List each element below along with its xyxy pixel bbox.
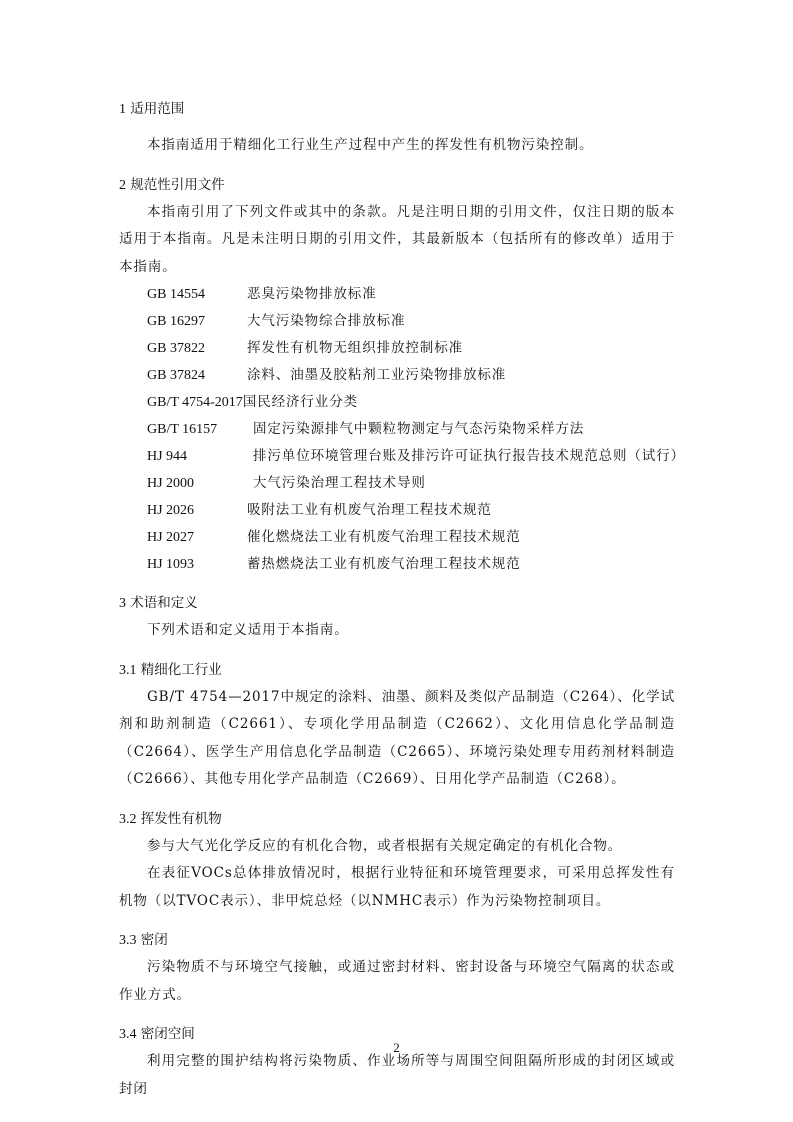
section-1-heading [119,96,675,123]
section-number: 3 [119,596,126,611]
reference-code: HJ 2026 [147,503,195,518]
section-number: 3.4 [119,1027,137,1042]
reference-code: HJ 1093 [147,557,195,572]
page-number: 2 [393,1040,400,1055]
reference-title: 涂料、油墨及胶粘剂工业污染物排放标准 [247,367,507,383]
reference-code: GB 16297 [147,314,205,329]
reference-title: 大气污染治理工程技术导则 [253,475,426,491]
reference-code: GB/T 4754-2017 [147,395,243,410]
section-2-paragraph: 本指南引用了下列文件或其中的条款。凡是注明日期的引用文件，仅注日期的版本适用于本指南。凡是未注明日期的引用文件，其最新版本（包括所有的修改单）适用于本指南。 [119,203,675,275]
section-3-paragraph: 下列术语和定义适用于本指南。 [147,622,349,638]
section-3-2-paragraph-1: 参与大气光化学反应的有机化合物，或者根据有关规定确定的有机化合物。 [147,837,623,854]
section-1-paragraph: 本指南适用于精细化工行业生产过程中产生的挥发性有机物污染控制。 [147,137,594,153]
reference-item [119,281,675,308]
reference-title: 蓄热燃烧法工业有机废气治理工程技术规范 [247,556,521,572]
reference-item [119,416,675,443]
reference-title: 挥发性有机物无组织排放控制标准 [247,340,463,356]
document-body [119,96,685,1103]
section-3-heading [119,590,675,617]
reference-item [119,335,675,362]
section-3-3-heading [119,927,675,954]
section-number: 1 [119,102,126,117]
section-number: 3.2 [119,811,137,827]
reference-title: 大气污染物综合排放标准 [247,313,406,329]
reference-item [119,470,675,497]
section-title: 密闭 [140,932,168,948]
section-number: 2 [119,177,126,193]
section-title: 密闭空间 [140,1026,195,1042]
section-number: 3.1 [119,662,137,678]
section-title: 术语和定义 [130,595,198,611]
section-title: 规范性引用文件 [130,176,225,193]
reference-title: 恶臭污染物排放标准 [247,286,377,302]
section-3-1-paragraph: GB/T 4754—2017中规定的涂料、油墨、颜料及类似产品制造（C264）、化学试剂和助剂制造（C2661）、专项化学用品制造（C2662）、文化用信息化学品制造（C2664）、医学生产用信息化学品制造（C2665）、环境污染处理专用药剂材料制造（C2666）、其他专用化学产品制造（C2669）、日用化学产品制造（C268）。 [119,688,675,787]
reference-item [119,524,675,551]
section-3-3-paragraph: 污染物质不与环境空气接触，或通过密封材料、密封设备与环境空气隔离的状态或作业方式。 [119,959,675,1003]
reference-code: GB/T 16157 [147,422,218,437]
reference-title: 国民经济行业分类 [242,394,359,410]
reference-item [119,389,675,416]
reference-title: 催化燃烧法工业有机废气治理工程技术规范 [247,529,521,545]
section-number: 3.3 [119,933,137,948]
reference-item [119,362,675,389]
reference-item [119,551,675,578]
reference-code: HJ 2027 [147,530,195,545]
section-title: 适用范围 [130,101,185,117]
reference-title: 吸附法工业有机废气治理工程技术规范 [247,502,492,518]
reference-item [119,308,675,335]
section-3-4-paragraph: 利用完整的围护结构将污染物质、作业场所等与周围空间阻隔所形成的封闭区域或封闭 [119,1053,675,1097]
reference-code: HJ 2000 [147,476,195,491]
reference-item [119,497,675,524]
reference-item [119,443,685,470]
reference-code: GB 37822 [147,341,205,356]
section-title: 精细化工行业 [140,661,222,678]
reference-title: 固定污染源排气中颗粒物测定与气态污染物采样方法 [253,421,585,437]
reference-code: HJ 944 [147,449,188,464]
reference-code: GB 37824 [147,368,205,383]
reference-code: GB 14554 [147,287,205,302]
section-3-1-heading [119,657,675,684]
section-2-heading [119,172,675,199]
section-3-2-paragraph-2: 在表征VOCs总体排放情况时，根据行业特征和环境管理要求，可采用总挥发性有机物（以TVOC表示）、非甲烷总烃（以NMHC表示）作为污染物控制项目。 [119,865,675,909]
reference-list [119,281,685,578]
section-3-2-heading [119,806,675,833]
section-title: 挥发性有机物 [140,810,222,827]
reference-title: 排污单位环境管理台账及排污许可证执行报告技术规范总则（试行） [253,448,685,464]
